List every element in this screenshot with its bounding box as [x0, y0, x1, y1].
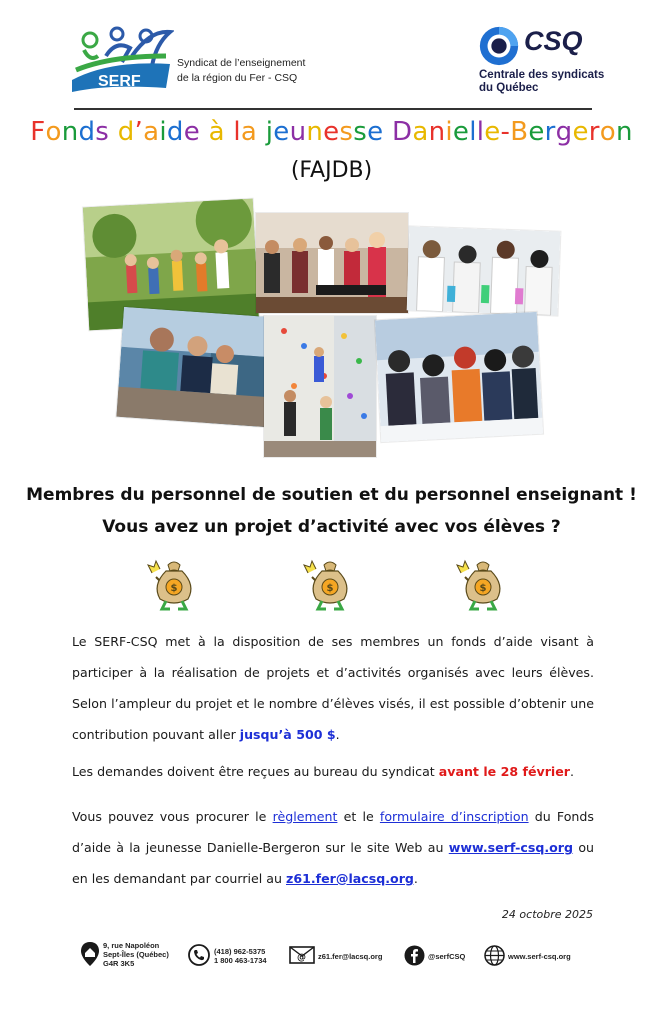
csq-brand: CSQ [524, 26, 583, 56]
climbing-wall-photo [264, 316, 376, 457]
ski-trip-photo [375, 312, 543, 442]
page-acronym: (FAJDB) [290, 158, 373, 183]
intro-paragraph [72, 626, 594, 750]
money-bag-icon [302, 555, 358, 613]
facebook-icon[interactable] [404, 945, 425, 970]
deadline-paragraph [72, 762, 594, 782]
headline-line2: Vous avez un projet d’activité avec vos élèves ? [102, 517, 561, 537]
music-class-photo [256, 213, 408, 313]
page-title: Fonds d’aide à la jeunesse Danielle-Bergeron [30, 117, 633, 147]
footer-address [103, 941, 169, 968]
deadline-text: Les demandes doivent être reçues au bureau du syndicat [72, 764, 435, 779]
headline-line1: Membres du personnel de soutien et du personnel enseignant ! [26, 485, 637, 505]
footer-email[interactable]: z61.fer@lacsq.org [318, 952, 383, 961]
boat-trip-photo [116, 307, 273, 427]
address-line3: G4R 3K5 [103, 959, 135, 968]
serf-name-line1: Syndicat de l’enseignement [177, 57, 306, 69]
info-text-b: et le [343, 809, 374, 824]
document-date: 24 octobre 2025 [501, 908, 593, 921]
phone-icon [188, 944, 210, 970]
footer-facebook[interactable]: @serfCSQ [428, 952, 466, 961]
serf-logo [70, 26, 174, 96]
money-bag-icon [146, 555, 202, 613]
money-bag-icon [455, 555, 511, 613]
serf-logo-text: SERF [98, 73, 141, 90]
info-text-d: ou en les demandant par courriel au [72, 840, 595, 886]
info-text-c: du Fonds d’aide à la jeunesse Danielle-Bergeron sur le site Web au [72, 809, 594, 855]
svg-text:@: @ [297, 953, 306, 963]
email-icon [289, 946, 315, 968]
deadline-date: avant le 28 février [438, 764, 570, 779]
phone-line2: 1 800 463-1734 [214, 956, 267, 965]
intro-text: Le SERF-CSQ met à la disposition de ses membres un fonds d’aide visant à participer à la réalisation de projets et d’activités organisés avec leurs élèves. Selon l’ampleur du projet et le nombre d’élèves visés, il est possible d’obtenir une contribution pouvant aller [72, 634, 594, 742]
website-link[interactable]: www.serf-csq.org [448, 840, 574, 855]
info-paragraph [72, 801, 594, 894]
intro-end: . [335, 727, 340, 742]
phone-line1: (418) 962-5375 [214, 947, 266, 956]
footer-website[interactable]: www.serf-csq.org [508, 952, 571, 961]
email-link[interactable]: z61.fer@lacsq.org [286, 871, 414, 886]
globe-icon [484, 945, 505, 970]
csq-sub-line2: du Québec [479, 82, 539, 94]
location-pin-icon [80, 941, 100, 971]
info-text-a: Vous pouvez vous procurer le [72, 809, 267, 824]
deadline-end: . [570, 764, 575, 779]
csq-subtitle [479, 69, 619, 95]
svg-text:$: $ [170, 583, 178, 594]
reglement-link[interactable]: règlement [272, 809, 338, 824]
svg-text:$: $ [326, 583, 334, 594]
footer-phone [214, 947, 267, 965]
serf-name [177, 56, 337, 86]
address-line1: 9, rue Napoléon [103, 941, 160, 950]
max-amount: jusqu’à 500 $ [239, 727, 336, 742]
info-end: . [413, 871, 418, 886]
serf-name-line2: de la région du Fer - CSQ [177, 72, 298, 84]
csq-sub-line1: Centrale des syndicats [479, 69, 605, 81]
science-lab-photo [407, 226, 561, 315]
address-line2: Sept-Îles (Québec) [103, 950, 169, 959]
formulaire-link[interactable]: formulaire d’inscription [379, 809, 529, 824]
svg-text:$: $ [479, 583, 487, 594]
header-divider [74, 108, 592, 110]
